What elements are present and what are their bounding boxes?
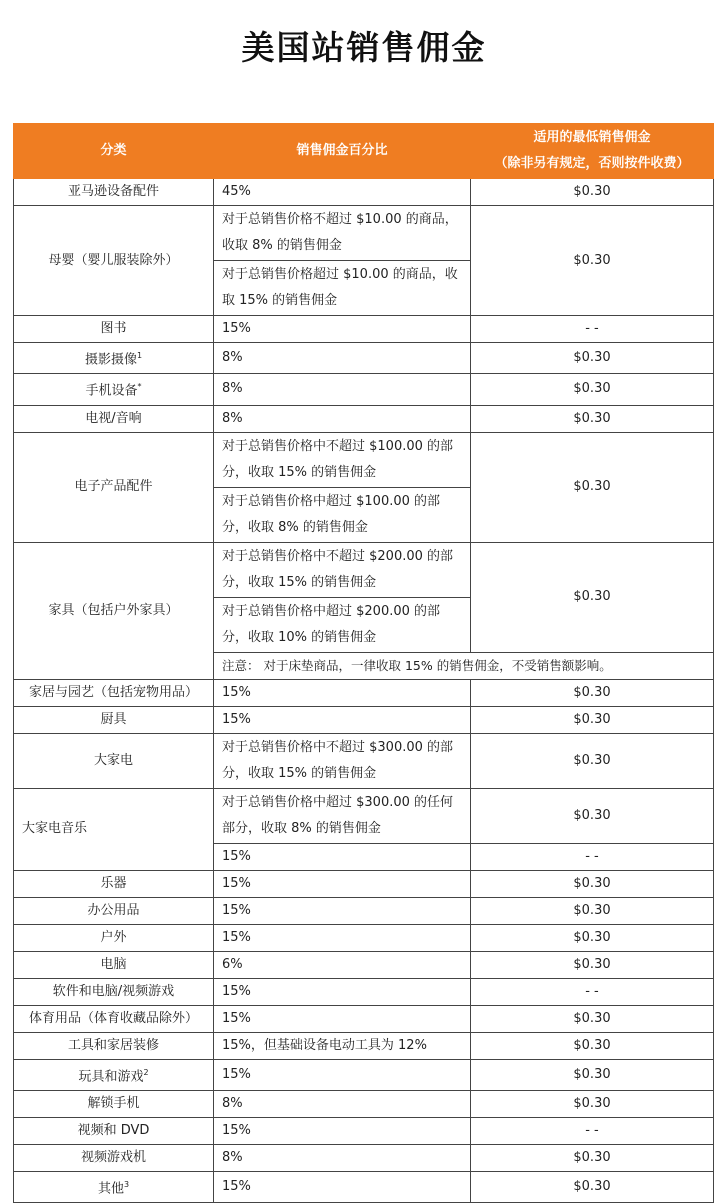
rate-cell: 8%: [214, 405, 471, 432]
min-fee-cell: $0.30: [471, 179, 714, 206]
category-cell: 电视/音响: [14, 405, 214, 432]
rate-cell: 15%: [214, 870, 471, 897]
footnote-marker: 3: [123, 1179, 130, 1189]
min-fee-cell: $0.30: [471, 1005, 714, 1032]
min-fee-cell: $0.30: [471, 1171, 714, 1202]
header-min-line1: 适用的最低销售佣金: [533, 130, 651, 145]
category-cell: 视频和 DVD: [14, 1117, 214, 1144]
header-rate: 销售佣金百分比: [214, 124, 471, 179]
table-row: [14, 870, 714, 897]
rate-cell: 15%: [214, 316, 471, 343]
table-row: [14, 706, 714, 733]
min-fee-cell: $0.30: [471, 951, 714, 978]
category-label: 手机设备: [85, 383, 138, 399]
category-cell: [14, 343, 214, 374]
category-cell: 大家电音乐: [14, 788, 214, 870]
table-row: [14, 1005, 714, 1032]
rate-cell: 45%: [214, 179, 471, 206]
table-row: [14, 1090, 714, 1117]
rate-cell: 对于总销售价格超过 $10.00 的商品，收取 15% 的销售佣金: [214, 261, 471, 316]
rate-cell: 15%: [214, 679, 471, 706]
rate-cell: 对于总销售价格中不超过 $100.00 的部分，收取 15% 的销售佣金: [214, 432, 471, 487]
rate-cell: 对于总销售价格不超过 $10.00 的商品，收取 8% 的销售佣金: [214, 206, 471, 261]
rate-cell: 对于总销售价格中不超过 $300.00 的部分，收取 15% 的销售佣金: [214, 733, 471, 788]
table-row: [14, 206, 714, 261]
category-cell: 家具（包括户外家具）: [14, 542, 214, 679]
rate-cell: 8%: [214, 1144, 471, 1171]
rate-cell: 15%: [214, 843, 471, 870]
min-fee-cell: - -: [471, 843, 714, 870]
min-fee-cell: $0.30: [471, 343, 714, 374]
rate-cell: 对于总销售价格中超过 $100.00 的部分，收取 8% 的销售佣金: [214, 487, 471, 542]
min-fee-cell: $0.30: [471, 1059, 714, 1090]
rate-cell: 15%: [214, 924, 471, 951]
rate-cell: 15%: [214, 1005, 471, 1032]
rate-cell: 15%: [214, 897, 471, 924]
table-row: [14, 432, 714, 487]
category-cell: 母婴（婴儿服装除外）: [14, 206, 214, 316]
min-fee-cell: $0.30: [471, 870, 714, 897]
table-row: [14, 978, 714, 1005]
rate-cell: 15%: [214, 1059, 471, 1090]
header-min-line2: （除非另有规定，否则按件收费）: [494, 156, 690, 171]
table-row: [14, 788, 714, 843]
category-cell: 家居与园艺（包括宠物用品）: [14, 679, 214, 706]
category-cell: 体育用品（体育收藏品除外）: [14, 1005, 214, 1032]
min-fee-cell: $0.30: [471, 405, 714, 432]
min-fee-cell: $0.30: [471, 788, 714, 843]
min-fee-cell: $0.30: [471, 924, 714, 951]
header-min: [471, 124, 714, 179]
table-row: [14, 733, 714, 788]
table-row: [14, 924, 714, 951]
rate-cell: 对于总销售价格中超过 $200.00 的部分，收取 10% 的销售佣金: [214, 597, 471, 652]
min-fee-cell: $0.30: [471, 1032, 714, 1059]
category-cell: 乐器: [14, 870, 214, 897]
min-fee-cell: $0.30: [471, 679, 714, 706]
rate-cell: 15%: [214, 706, 471, 733]
min-fee-cell: $0.30: [471, 1090, 714, 1117]
page-title: 美国站销售佣金: [241, 28, 487, 67]
table-row: [14, 679, 714, 706]
category-cell: 户外: [14, 924, 214, 951]
min-fee-cell: $0.30: [471, 542, 714, 652]
min-fee-cell: $0.30: [471, 206, 714, 316]
table-row: [14, 542, 714, 597]
category-cell: [14, 1171, 214, 1202]
table-row: [14, 1117, 714, 1144]
category-cell: 视频游戏机: [14, 1144, 214, 1171]
category-cell: 工具和家居装修: [14, 1032, 214, 1059]
table-header-row: [14, 124, 714, 179]
table-row: [14, 1171, 714, 1202]
min-fee-cell: $0.30: [471, 1144, 714, 1171]
min-fee-cell: $0.30: [471, 897, 714, 924]
category-cell: 大家电: [14, 733, 214, 788]
rate-cell: 6%: [214, 951, 471, 978]
rate-cell: 对于总销售价格中不超过 $200.00 的部分，收取 15% 的销售佣金: [214, 542, 471, 597]
category-cell: [14, 1059, 214, 1090]
rate-cell: 15%: [214, 978, 471, 1005]
rate-cell: 15%: [214, 1171, 471, 1202]
category-label: 其他: [97, 1181, 124, 1197]
min-fee-cell: - -: [471, 1117, 714, 1144]
table-row: [14, 951, 714, 978]
table-row: [14, 1032, 714, 1059]
footnote-marker: 1: [136, 351, 143, 360]
category-cell: 亚马逊设备配件: [14, 179, 214, 206]
table-row: [14, 179, 714, 206]
category-label: 玩具和游戏: [78, 1068, 144, 1084]
min-fee-cell: $0.30: [471, 432, 714, 542]
table-row: [14, 316, 714, 343]
footnote-marker: *: [137, 382, 142, 392]
min-fee-cell: $0.30: [471, 374, 714, 405]
category-cell: 厨具: [14, 706, 214, 733]
rate-cell: 15%，但基础设备电动工具为 12%: [214, 1032, 471, 1059]
note-cell: 注意： 对于床垫商品，一律收取 15% 的销售佣金，不受销售额影响。: [214, 652, 714, 679]
category-cell: 电脑: [14, 951, 214, 978]
min-fee-cell: $0.30: [471, 706, 714, 733]
min-fee-cell: - -: [471, 978, 714, 1005]
commission-table: [13, 123, 714, 1203]
category-cell: 软件和电脑/视频游戏: [14, 978, 214, 1005]
table-row: [14, 343, 714, 374]
table-row: [14, 374, 714, 405]
header-category: 分类: [14, 124, 214, 179]
table-row: [14, 1059, 714, 1090]
min-fee-cell: - -: [471, 316, 714, 343]
table-row: [14, 405, 714, 432]
rate-cell: 8%: [214, 1090, 471, 1117]
table-row: [14, 897, 714, 924]
category-cell: 解锁手机: [14, 1090, 214, 1117]
category-label: 摄影摄像: [84, 352, 137, 368]
min-fee-cell: $0.30: [471, 733, 714, 788]
category-cell: 电子产品配件: [14, 432, 214, 542]
rate-cell: 8%: [214, 343, 471, 374]
category-cell: 办公用品: [14, 897, 214, 924]
category-cell: [14, 374, 214, 405]
table-row: [14, 1144, 714, 1171]
footnote-marker: 2: [143, 1067, 149, 1077]
rate-cell: 对于总销售价格中超过 $300.00 的任何部分，收取 8% 的销售佣金: [214, 788, 471, 843]
category-cell: 图书: [14, 316, 214, 343]
rate-cell: 15%: [214, 1117, 471, 1144]
rate-cell: 8%: [214, 374, 471, 405]
